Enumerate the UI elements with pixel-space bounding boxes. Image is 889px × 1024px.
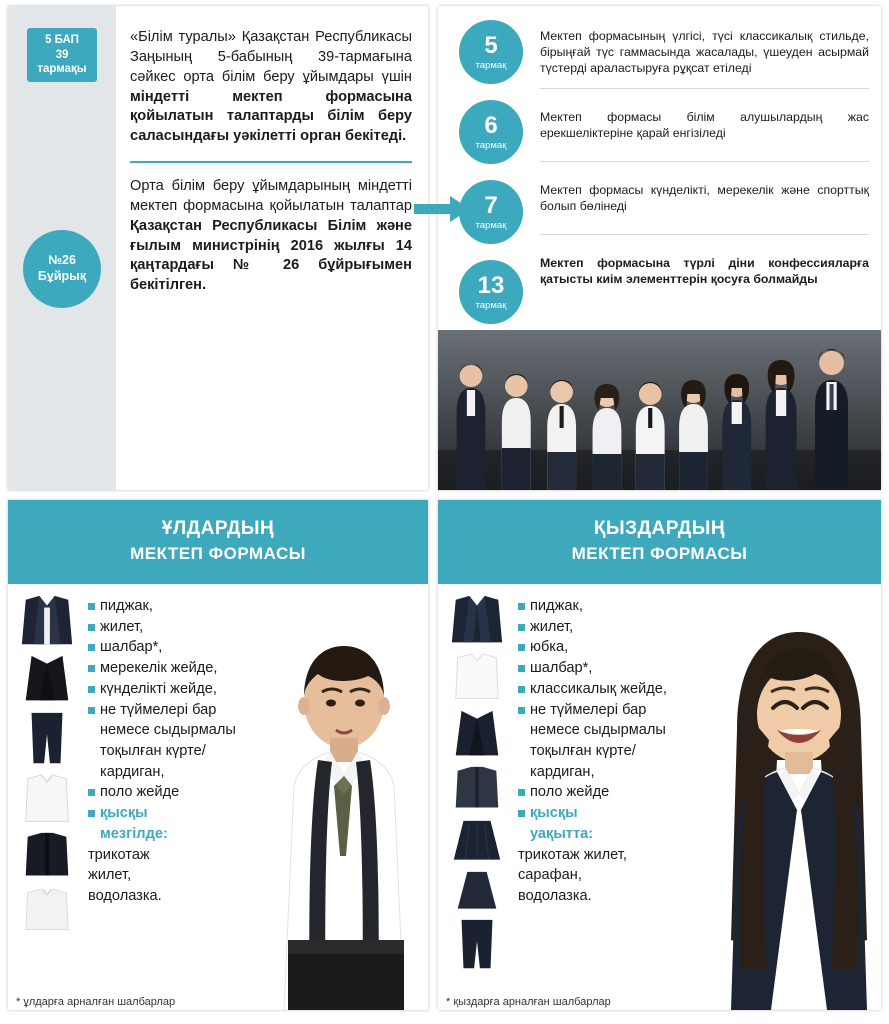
season-item: водолазка.	[88, 888, 162, 905]
list-item-label: пиджак,	[530, 598, 583, 614]
section-divider	[130, 161, 412, 163]
point-number: 5	[484, 31, 498, 59]
law-paragraph-1	[130, 28, 412, 147]
blouse-icon	[448, 652, 506, 700]
list-item	[518, 617, 688, 638]
skirt-icon	[448, 819, 506, 862]
bullet-square-icon	[88, 686, 95, 693]
bullet-square-icon	[88, 707, 95, 714]
top-row	[0, 0, 889, 490]
schoolgirl-photo	[711, 584, 881, 1010]
law-reference-card	[8, 6, 428, 490]
boys-footnote: * ұлдарға арналған шалбарлар	[16, 996, 176, 1008]
point-badge	[459, 20, 523, 84]
law-paragraph-1-bold: міндетті мектеп формасына қойылатын талаптарды білім беру саласындағы уәкілетті орган бекітеді.	[130, 88, 412, 145]
girls-uniform-card	[438, 500, 881, 1010]
badge-rail	[8, 6, 116, 490]
list-item-label: күнделікті жейде,	[100, 680, 217, 697]
schoolgirl-illustration	[711, 584, 881, 1010]
blazer-icon	[448, 594, 506, 644]
season-item: трикотаж жилет,	[518, 846, 627, 863]
schoolchildren-illustration	[438, 330, 881, 490]
law-paragraph-2-bold: Қазақстан Республикасы Білім және ғылым министрінің 2016 жылғы 14 қаңтардағы № 26 бұйрығымен бекітілген.	[130, 217, 412, 294]
point-text: Мектеп формасына түрлі діни конфессияларға қатысты киім элементтерін қосуға болмайды	[540, 255, 869, 286]
cardigan-icon	[448, 765, 506, 811]
girls-title-line2: МЕКТЕП ФОРМАСЫ	[571, 544, 748, 563]
list-item	[88, 700, 258, 783]
boys-uniform-header	[8, 500, 428, 584]
point-unit: тармақ	[475, 139, 507, 151]
list-item	[88, 782, 258, 803]
pinafore-dress-icon	[448, 870, 506, 911]
point-number: 6	[484, 111, 498, 139]
list-item	[518, 637, 688, 658]
badge-article	[27, 28, 97, 82]
boys-title-line2: МЕКТЕП ФОРМАСЫ	[130, 544, 306, 563]
point-badge	[459, 100, 523, 164]
list-item	[88, 637, 258, 658]
schoolboy-illustration	[258, 584, 428, 1010]
boys-items-list	[84, 584, 262, 1010]
girls-uniform-header	[438, 500, 881, 584]
bullet-square-icon	[88, 665, 95, 672]
point-number: 13	[477, 271, 505, 299]
requirements-card	[438, 6, 881, 490]
bullet-square-icon	[518, 603, 525, 610]
badge-order-line2: Бұйрық	[37, 269, 87, 283]
law-paragraph-1-plain: «Білім туралы» Қазақстан Республикасы Заңының 5-бабының 39-тармағына сәйкес орта білім беру ұйымдары үшін	[130, 29, 412, 85]
bullet-square-icon	[518, 707, 525, 714]
list-item-label: жилет,	[100, 618, 144, 635]
list-item-label: шалбар*,	[100, 639, 163, 656]
law-paragraph-2	[130, 177, 412, 296]
list-item-label: не түймелері бар немесе сыдырмалы тоқылған күрте/кардиган,	[100, 701, 236, 780]
law-text-column	[116, 6, 428, 490]
dress-shirt-icon	[18, 773, 76, 823]
bullet-square-icon	[518, 686, 525, 693]
schoolchildren-group-photo	[438, 330, 881, 490]
list-item-label: юбка,	[530, 639, 569, 656]
list-item-label: не түймелері бар немесе сыдырмалы тоқылған күрте/кардиган,	[530, 701, 666, 780]
season-item: жилет,	[88, 867, 132, 884]
list-item	[88, 617, 258, 638]
vest-icon	[448, 709, 506, 757]
girls-footnote: * қыздарға арналған шалбарлар	[446, 996, 611, 1008]
point-separator	[540, 88, 869, 89]
bullet-square-icon	[88, 810, 95, 817]
list-item-label: поло жейде	[100, 784, 180, 801]
bottom-row	[0, 490, 889, 1010]
schoolboy-photo	[258, 584, 428, 1010]
point-text: Мектеп формасының үлгісі, түсі классикалық стильде, бірыңғай түс гаммасында жасалады, үшеуден асырмай түстерді араластыруға рұқсат етіледі	[540, 28, 869, 76]
list-item	[518, 658, 688, 679]
list-item	[88, 596, 258, 617]
season-item: трикотаж	[88, 846, 150, 863]
law-paragraph-2-plain: Орта білім беру ұйымдарының міндетті мектеп формасына қойылатын талаптар	[130, 178, 412, 214]
bullet-square-icon	[88, 624, 95, 631]
season-heading	[518, 803, 688, 844]
season-label-line1: қысқы	[100, 805, 148, 822]
badge-article-line1: 5 БАП	[45, 34, 79, 47]
point-number-column	[448, 20, 534, 324]
point-badge	[459, 260, 523, 324]
boys-uniform-card	[8, 500, 428, 1010]
girls-items-list	[514, 584, 692, 1010]
list-item	[518, 782, 688, 803]
season-item: водолазка.	[518, 888, 592, 905]
badge-article-line2: 39	[55, 48, 69, 61]
list-item	[518, 596, 688, 617]
point-unit: тармақ	[475, 59, 507, 71]
bullet-square-icon	[88, 644, 95, 651]
list-item-label: классикалық жейде,	[530, 680, 667, 697]
boys-uniform-body	[8, 584, 428, 1010]
list-item	[88, 679, 258, 700]
season-heading	[88, 803, 258, 844]
requirements-list	[438, 6, 881, 324]
list-item-label: шалбар*,	[530, 660, 593, 677]
bullet-square-icon	[518, 624, 525, 631]
list-item	[518, 679, 688, 700]
cardigan-icon	[18, 831, 76, 879]
girls-title-line1: ҚЫЗДАРДЫҢ	[593, 518, 726, 539]
point-text-column	[534, 20, 869, 324]
point-number: 7	[484, 191, 498, 219]
point-unit: тармақ	[475, 219, 507, 231]
point-text: Мектеп формасы білім алушылардың жас ерекшеліктеріне қарай енгізіледі	[540, 109, 869, 140]
blazer-icon	[18, 594, 76, 646]
bullet-square-icon	[518, 665, 525, 672]
list-item-label: мерекелік жейде,	[100, 660, 218, 677]
point-text: Мектеп формасы күнделікті, мерекелік және спорттық болып бөлінеді	[540, 182, 869, 213]
badge-article-line3: тармақы	[37, 63, 87, 76]
badge-order	[23, 230, 101, 308]
trousers-icon	[448, 918, 506, 970]
point-separator	[540, 161, 869, 162]
right-arrow-icon	[414, 196, 470, 222]
badge-order-line1: №26	[48, 253, 76, 268]
bullet-square-icon	[88, 603, 95, 610]
season-label-line2: уақытта:	[530, 825, 594, 842]
season-item: сарафан,	[518, 867, 582, 884]
girls-uniform-body	[438, 584, 881, 1010]
boys-clothing-images	[8, 584, 84, 1010]
vest-icon	[18, 654, 76, 702]
season-label-line1: қысқы	[530, 805, 578, 822]
point-separator	[540, 234, 869, 235]
boys-title-line1: ҰЛДАРДЫҢ	[161, 518, 275, 539]
list-item-label: жилет,	[530, 618, 574, 635]
bullet-square-icon	[518, 810, 525, 817]
season-label-line2: мезгілде:	[100, 825, 168, 842]
list-item-label: поло жейде	[530, 784, 610, 801]
polo-shirt-icon	[18, 887, 76, 931]
list-item	[88, 658, 258, 679]
bullet-square-icon	[518, 644, 525, 651]
point-unit: тармақ	[475, 299, 507, 311]
trousers-icon	[18, 711, 76, 765]
bullet-square-icon	[518, 789, 525, 796]
list-item	[518, 700, 688, 783]
list-item-label: пиджак,	[100, 598, 153, 614]
bullet-square-icon	[88, 789, 95, 796]
girls-clothing-images	[438, 584, 514, 1010]
